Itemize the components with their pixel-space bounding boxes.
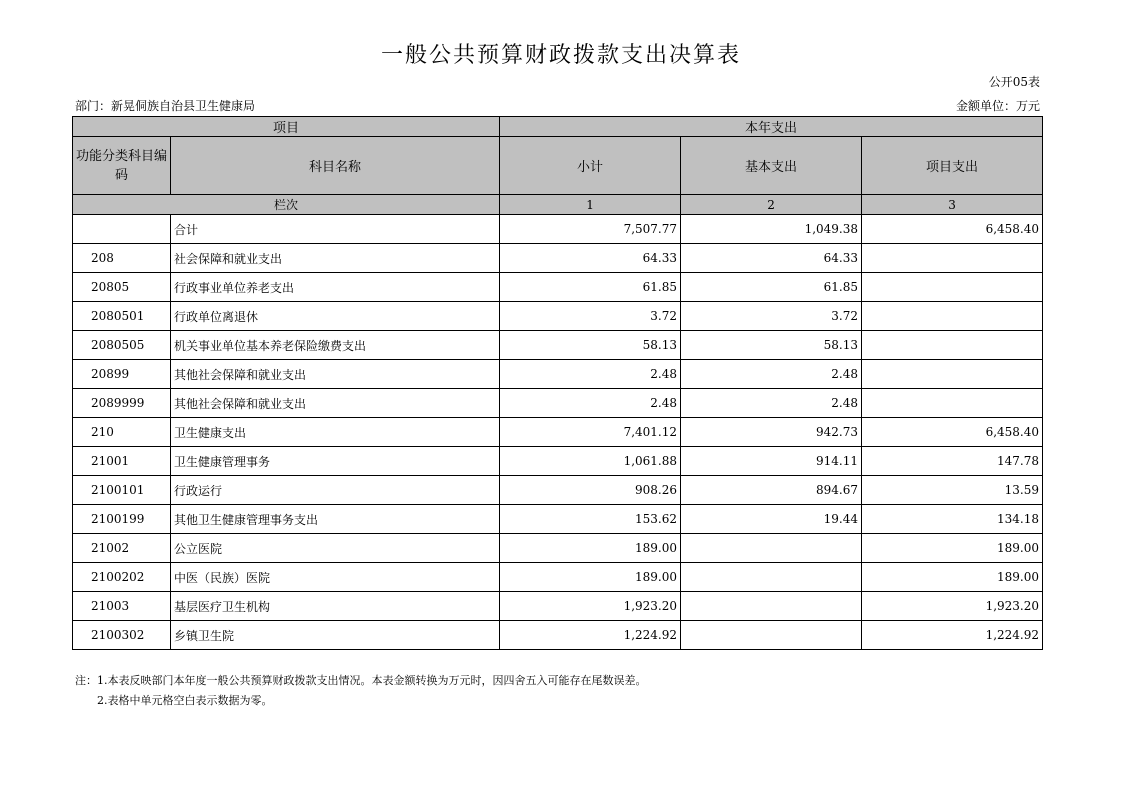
table-row [73,302,1043,331]
subtotal-cell: 3.72 [500,302,681,331]
table-row [73,563,1043,592]
table-row [73,418,1043,447]
form-code: 公开05表 [988,75,1040,89]
project-cell: 1,923.20 [862,592,1043,621]
subject-name-cell: 行政运行 [171,476,500,505]
code-cell: 2100302 [73,621,171,650]
basic-cell: 2.48 [681,389,862,418]
basic-cell [681,621,862,650]
subtotal-cell: 7,401.12 [500,418,681,447]
subject-name-cell: 行政单位离退休 [171,302,500,331]
basic-cell: 914.11 [681,447,862,476]
project-cell: 1,224.92 [862,621,1043,650]
subject-name-cell: 卫生健康管理事务 [171,447,500,476]
header-col3: 3 [862,195,1043,215]
subtotal-cell: 1,061.88 [500,447,681,476]
subject-name-cell: 其他社会保障和就业支出 [171,389,500,418]
amount-unit-label: 金额单位：万元 [955,99,1040,113]
subtotal-cell: 189.00 [500,563,681,592]
subject-name-cell: 中医（民族）医院 [171,563,500,592]
header-column-no: 栏次 [73,195,500,215]
project-cell: 6,458.40 [862,215,1043,244]
subtotal-cell: 1,224.92 [500,621,681,650]
header-row-2 [73,137,1043,195]
table-row [73,273,1043,302]
basic-cell: 894.67 [681,476,862,505]
project-cell [862,389,1043,418]
code-cell [73,215,171,244]
table-row [73,592,1043,621]
project-cell [862,302,1043,331]
basic-cell: 942.73 [681,418,862,447]
project-cell: 6,458.40 [862,418,1043,447]
header-project: 项目 [73,117,500,137]
code-cell: 21003 [73,592,171,621]
subtotal-cell: 908.26 [500,476,681,505]
subject-name-cell: 卫生健康支出 [171,418,500,447]
subtotal-cell: 1,923.20 [500,592,681,621]
code-cell: 210 [73,418,171,447]
header-current-year: 本年支出 [500,117,1043,137]
subtotal-cell: 153.62 [500,505,681,534]
expenditure-table [72,116,1043,650]
subject-name-cell: 行政事业单位养老支出 [171,273,500,302]
header-subject-name: 科目名称 [171,137,500,195]
subject-name-cell: 合计 [171,215,500,244]
table-row [73,360,1043,389]
table-row [73,621,1043,650]
header-col2: 2 [681,195,862,215]
header-func-code: 功能分类科目编码 [73,137,171,195]
basic-cell: 61.85 [681,273,862,302]
code-cell: 21001 [73,447,171,476]
note-1: 注：1.本表反映部门本年度一般公共预算财政拨款支出情况。本表金额转换为万元时，因四舍五入可能存在尾数误差。 [75,674,647,687]
subtotal-cell: 2.48 [500,360,681,389]
subtotal-cell: 189.00 [500,534,681,563]
subject-name-cell: 机关事业单位基本养老保险缴费支出 [171,331,500,360]
basic-cell: 2.48 [681,360,862,389]
header-row-3 [73,195,1043,215]
header-row-1 [73,117,1043,137]
basic-cell [681,563,862,592]
project-cell: 189.00 [862,563,1043,592]
subtotal-cell: 64.33 [500,244,681,273]
code-cell: 2089999 [73,389,171,418]
project-cell [862,360,1043,389]
table-row [73,476,1043,505]
basic-cell [681,534,862,563]
subject-name-cell: 基层医疗卫生机构 [171,592,500,621]
subject-name-cell: 乡镇卫生院 [171,621,500,650]
code-cell: 20805 [73,273,171,302]
subtotal-cell: 7,507.77 [500,215,681,244]
subject-name-cell: 其他卫生健康管理事务支出 [171,505,500,534]
code-cell: 2100101 [73,476,171,505]
basic-cell: 19.44 [681,505,862,534]
basic-cell: 3.72 [681,302,862,331]
subtotal-cell: 61.85 [500,273,681,302]
header-basic: 基本支出 [681,137,862,195]
report-title: 一般公共预算财政拨款支出决算表 [380,43,741,68]
subject-name-cell: 其他社会保障和就业支出 [171,360,500,389]
subtotal-cell: 58.13 [500,331,681,360]
table-body [73,117,1043,650]
header-project-exp: 项目支出 [862,137,1043,195]
subject-name-cell: 社会保障和就业支出 [171,244,500,273]
basic-cell: 64.33 [681,244,862,273]
code-cell: 208 [73,244,171,273]
header-col1: 1 [500,195,681,215]
code-cell: 2080505 [73,331,171,360]
header-subtotal: 小计 [500,137,681,195]
code-cell: 2080501 [73,302,171,331]
subject-name-cell: 公立医院 [171,534,500,563]
code-cell: 2100199 [73,505,171,534]
project-cell [862,331,1043,360]
code-cell: 20899 [73,360,171,389]
basic-cell: 1,049.38 [681,215,862,244]
note-2: 2.表格中单元格空白表示数据为零。 [97,694,273,707]
basic-cell: 58.13 [681,331,862,360]
table-row [73,215,1043,244]
project-cell: 147.78 [862,447,1043,476]
department-label: 部门：新晃侗族自治县卫生健康局 [75,99,256,113]
table-row [73,534,1043,563]
table-row [73,331,1043,360]
project-cell [862,273,1043,302]
code-cell: 21002 [73,534,171,563]
table-row [73,244,1043,273]
basic-cell [681,592,862,621]
project-cell: 13.59 [862,476,1043,505]
project-cell [862,244,1043,273]
subtotal-cell: 2.48 [500,389,681,418]
project-cell: 134.18 [862,505,1043,534]
code-cell: 2100202 [73,563,171,592]
table-row [73,505,1043,534]
table-row [73,447,1043,476]
table-row [73,389,1043,418]
project-cell: 189.00 [862,534,1043,563]
